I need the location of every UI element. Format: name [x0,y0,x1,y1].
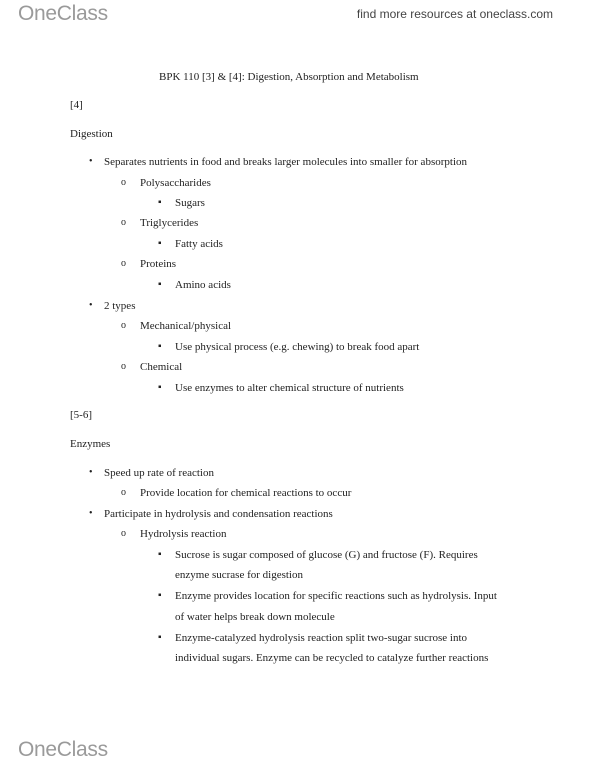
list-item: Sugars [175,197,205,209]
circle-bullet-icon: o [121,361,126,372]
logo-suffix: Class [56,738,108,761]
header-tagline-link[interactable]: find more resources at oneclass.com [356,7,553,21]
list-item: Mechanical/physical [140,320,232,332]
list-item: Fatty acids [175,238,223,250]
circle-bullet-icon: o [121,258,126,269]
list-item: Proteins [140,258,177,270]
list-item: Use enzymes to alter chemical structure of nutrients [175,382,404,394]
list-item: Hydrolysis reaction [140,528,227,540]
square-bullet-icon: ▪ [158,590,162,601]
list-item: Speed up rate of reaction [104,467,214,479]
section-ref: [5-6] [70,409,92,421]
square-bullet-icon: ▪ [158,341,162,352]
oneclass-footer-logo[interactable] [18,738,108,762]
list-item-continuation: enzyme sucrase for digestion [175,569,303,581]
list-item: Use physical process (e.g. chewing) to break food apart [175,341,420,353]
list-item: Sucrose is sugar composed of glucose (G) and fructose (F). Requires [175,549,478,561]
bullet-icon: • [89,467,93,478]
square-bullet-icon: ▪ [158,238,162,249]
section-ref: [4] [70,99,83,111]
list-item: Polysaccharides [140,177,211,189]
square-bullet-icon: ▪ [158,382,162,393]
document-title: BPK 110 [3] & [4]: Digestion, Absorption and Metabolism [159,71,419,83]
list-item-continuation: individual sugars. Enzyme can be recycled to catalyze further reactions [175,652,489,664]
list-item: Amino acids [175,279,231,291]
square-bullet-icon: ▪ [158,197,162,208]
square-bullet-icon: ▪ [158,279,162,290]
list-item: Separates nutrients in food and breaks larger molecules into smaller for absorption [104,156,467,168]
circle-bullet-icon: o [121,320,126,331]
oneclass-logo[interactable] [18,2,108,26]
list-item-continuation: of water helps break down molecule [175,611,335,623]
circle-bullet-icon: o [121,217,126,228]
logo-suffix: Class [56,2,108,25]
square-bullet-icon: ▪ [158,632,162,643]
logo-prefix: One [18,2,57,25]
square-bullet-icon: ▪ [158,549,162,560]
bullet-icon: • [89,508,93,519]
list-item: 2 types [104,300,136,312]
list-item: Enzyme-catalyzed hydrolysis reaction split two-sugar sucrose into [175,632,468,644]
bullet-icon: • [89,156,93,167]
circle-bullet-icon: o [121,177,126,188]
list-item: Participate in hydrolysis and condensation reactions [104,508,333,520]
logo-prefix: One [18,738,57,761]
list-item: Enzyme provides location for specific reactions such as hydrolysis. Input [175,590,497,602]
page-header [0,0,595,30]
circle-bullet-icon: o [121,487,126,498]
section-heading: Digestion [70,128,113,140]
list-item: Provide location for chemical reactions to occur [140,487,352,499]
list-item: Chemical [140,361,183,373]
list-item: Triglycerides [140,217,199,229]
section-heading: Enzymes [70,438,111,450]
bullet-icon: • [89,300,93,311]
circle-bullet-icon: o [121,528,126,539]
